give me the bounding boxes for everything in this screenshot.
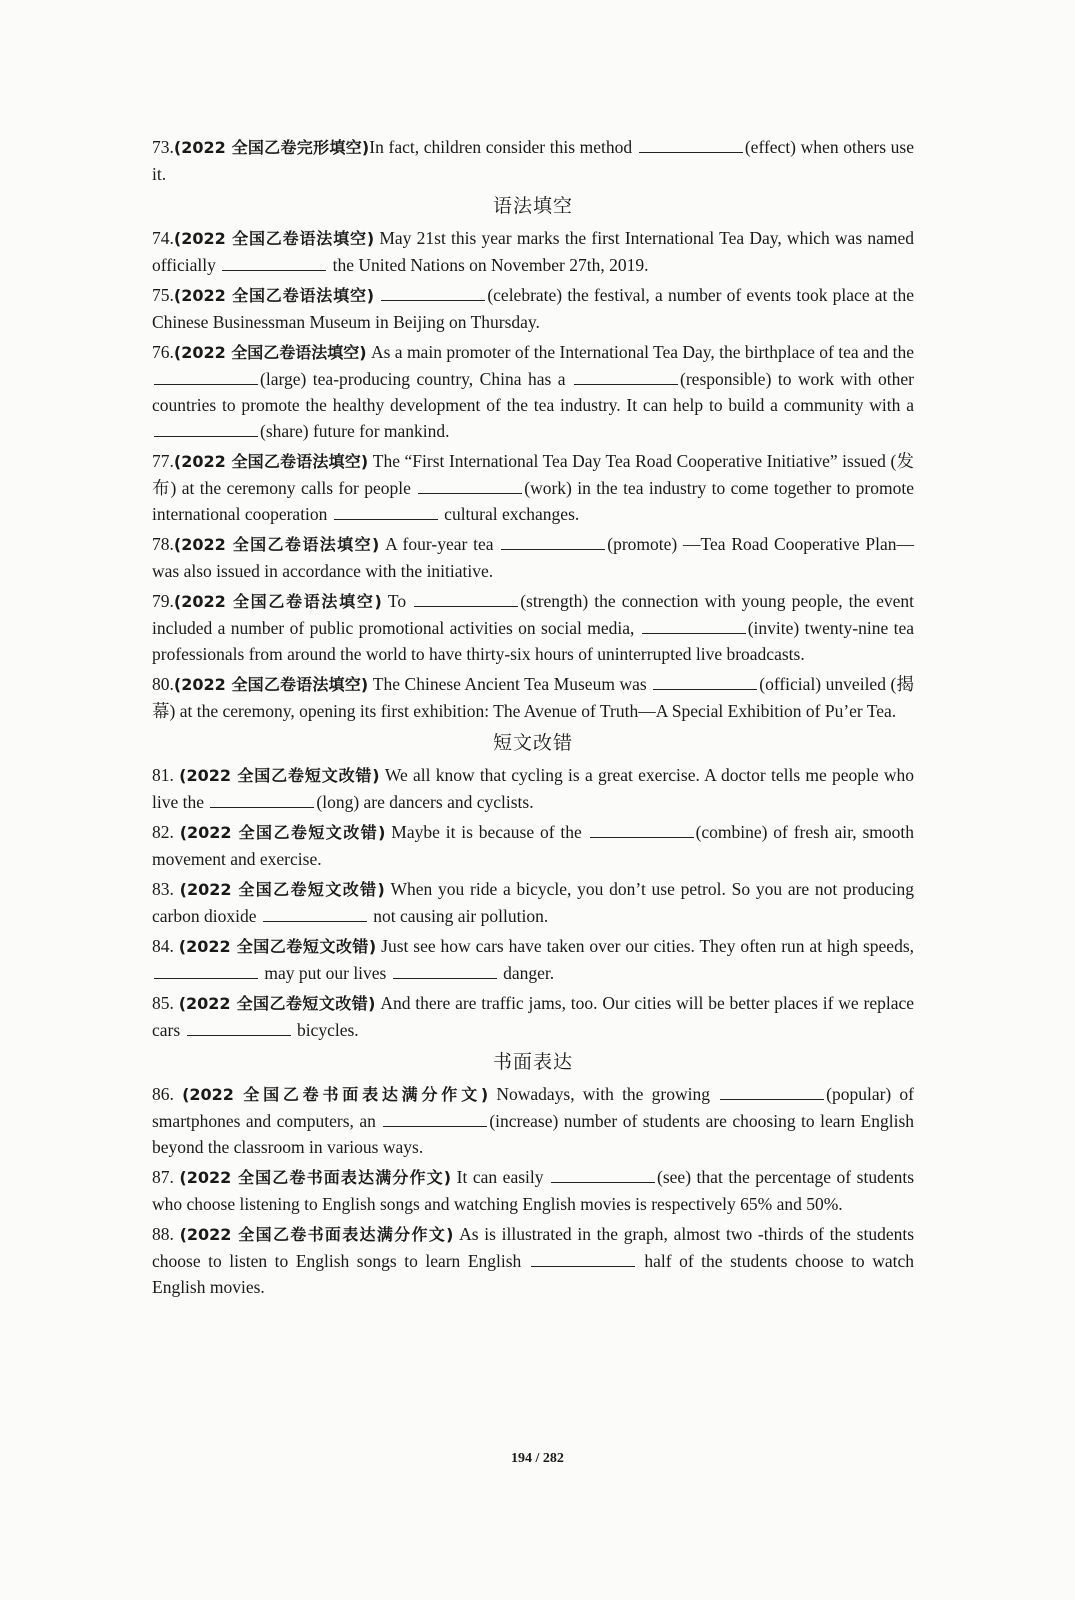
question-text: (effect) when others use it. <box>152 137 915 184</box>
answer-blank[interactable] <box>720 1084 824 1100</box>
answer-blank[interactable] <box>642 618 746 634</box>
question-text: (increase) number of students are choosing to learn English beyond the classroom in various ways. <box>152 1111 915 1157</box>
question-text: (long) are dancers and cyclists. <box>316 792 534 812</box>
question-number: 84. <box>152 936 179 956</box>
question-number: 78. <box>152 534 174 554</box>
page-number: 194 / 282 <box>511 1451 564 1466</box>
question-item <box>152 819 914 872</box>
question-item <box>152 134 914 187</box>
question-source: (2022 全国乙卷语法填空) <box>173 229 375 248</box>
answer-blank[interactable] <box>383 1111 487 1127</box>
answer-blank[interactable] <box>501 534 605 550</box>
question-number: 75. <box>152 285 174 305</box>
question-number: 88. <box>152 1224 180 1244</box>
question-text: (popular) of smartphones and computers, an <box>152 1084 914 1131</box>
question-text: the United Nations on November 27th, 2019. <box>328 255 649 275</box>
question-source: (2022 全国乙卷语法填空) <box>173 343 367 362</box>
question-text: When you ride a bicycle, you don’t use petrol. So you are not producing carbon dioxide <box>152 879 915 926</box>
answer-blank[interactable] <box>590 822 694 838</box>
question-text: We all know that cycling is a great exercise. A doctor tells me people who live the <box>152 765 915 812</box>
answer-blank[interactable] <box>418 478 522 494</box>
question-number: 79. <box>152 591 174 611</box>
section-heading: 语法填空 <box>492 195 573 217</box>
question-item <box>152 1164 914 1217</box>
question-source: (2022 全国乙卷语法填空) <box>173 452 369 471</box>
question-number: 73. <box>152 137 174 157</box>
answer-blank[interactable] <box>154 421 258 437</box>
question-text: (official) unveiled (揭幕) at the ceremony, opening its first exhibition: The Avenue of Truth—A Special Exhibition of Pu’er Tea. <box>152 674 915 721</box>
section-heading: 书面表达 <box>492 1051 573 1073</box>
question-text: (see) that the percentage of students who choose listening to English songs and watching English movies is respectively 65% and 50%. <box>152 1167 915 1214</box>
answer-blank[interactable] <box>154 963 258 979</box>
question-item <box>152 671 914 724</box>
question-text: The “First International Tea Day Tea Road Cooperative Initiative” issued (发布) at the ceremony calls for people <box>152 451 914 498</box>
question-source: (2022 全国乙卷短文改错) <box>178 937 377 956</box>
answer-blank[interactable] <box>531 1251 635 1267</box>
question-text: (large) tea-producing country, China has a <box>260 369 573 389</box>
answer-blank[interactable] <box>653 674 757 690</box>
question-number: 80. <box>152 674 174 694</box>
answer-blank[interactable] <box>210 792 314 808</box>
question-text: (invite) twenty-nine tea professionals from around the world to have thirty-six hours of uninterrupted live broadcasts. <box>152 618 914 664</box>
question-number: 77. <box>152 451 174 471</box>
question-item <box>152 933 914 986</box>
question-text: bicycles. <box>292 1020 359 1040</box>
question-item <box>152 531 914 584</box>
question-text: As is illustrated in the graph, almost two -thirds of the students choose to listen to English songs to learn English <box>152 1224 915 1271</box>
question-item <box>152 876 914 929</box>
question-text: It can easily <box>451 1167 550 1187</box>
question-text: May 21st this year marks the first International Tea Day, which was named officially <box>152 228 914 275</box>
question-source: (2022 全国乙卷书面表达满分作文) <box>179 1225 454 1244</box>
question-source: (2022 全国乙卷短文改错) <box>179 880 385 899</box>
question-text: A four-year tea <box>379 534 500 554</box>
section-heading: 短文改错 <box>492 732 573 754</box>
question-number: 76. <box>152 342 174 362</box>
question-number: 85. <box>152 993 179 1013</box>
question-text: (work) in the tea industry to come together to promote international cooperation <box>152 478 914 524</box>
answer-blank[interactable] <box>187 1020 291 1036</box>
answer-blank[interactable] <box>414 591 518 607</box>
answer-blank[interactable] <box>551 1167 655 1183</box>
question-text: Maybe it is because of the <box>385 822 588 842</box>
answer-blank[interactable] <box>334 504 438 520</box>
question-number: 81. <box>152 765 180 785</box>
answer-blank[interactable] <box>381 285 485 301</box>
question-text: (combine) of fresh air, smooth movement and exercise. <box>152 822 914 869</box>
question-source: (2022 全国乙卷语法填空) <box>173 535 380 554</box>
question-item <box>152 990 914 1043</box>
question-number: 74. <box>152 228 174 248</box>
exercise-content <box>152 134 914 1304</box>
question-text: not causing air pollution. <box>368 906 549 926</box>
question-text: Just see how cars have taken over our cities. They often run at high speeds, <box>376 936 915 956</box>
answer-blank[interactable] <box>222 255 326 271</box>
question-text <box>374 285 379 305</box>
question-source: (2022 全国乙卷短文改错) <box>178 994 376 1013</box>
question-text: To <box>381 591 413 611</box>
question-item <box>152 225 914 278</box>
question-text: cultural exchanges. <box>439 504 580 524</box>
question-item <box>152 448 914 527</box>
question-text: (responsible) to work with other countries to promote the healthy development of the tea industry. It can help to build a community with a <box>152 369 914 415</box>
question-text: As a main promoter of the International Tea Day, the birthplace of tea and the <box>366 342 914 362</box>
question-text: may put our lives <box>260 963 391 983</box>
question-item <box>152 1081 914 1160</box>
question-text: (strength) the connection with young people, the event included a number of public promotional activities on social media, <box>152 591 914 638</box>
question-item <box>152 588 914 667</box>
question-source: (2022 全国乙卷语法填空) <box>173 675 369 694</box>
question-text: (promote) —Tea Road Cooperative Plan—was also issued in accordance with the initiative. <box>152 534 914 581</box>
question-text: (share) future for mankind. <box>260 421 450 441</box>
question-text: The Chinese Ancient Tea Museum was <box>368 674 652 694</box>
question-source: (2022 全国乙卷书面表达满分作文) <box>182 1085 489 1104</box>
question-text: danger. <box>498 963 555 983</box>
question-item <box>152 1221 914 1300</box>
answer-blank[interactable] <box>574 369 678 385</box>
question-text: And there are traffic jams, too. Our cities will be better places if we replace cars <box>152 993 915 1040</box>
question-item <box>152 339 914 444</box>
question-number: 83. <box>152 879 180 899</box>
question-text: Nowadays, with the growing <box>488 1084 719 1104</box>
answer-blank[interactable] <box>393 963 497 979</box>
question-number: 86. <box>152 1084 183 1104</box>
question-item <box>152 762 914 815</box>
question-source: (2022 全国乙卷短文改错) <box>179 766 380 785</box>
question-source: (2022 全国乙卷语法填空) <box>173 286 375 305</box>
question-number: 87. <box>152 1167 180 1187</box>
question-source: (2022 全国乙卷语法填空) <box>173 592 382 611</box>
answer-blank[interactable] <box>639 137 743 153</box>
question-text: In fact, children consider this method <box>369 137 637 157</box>
answer-blank[interactable] <box>154 369 258 385</box>
question-text: (celebrate) the festival, a number of events took place at the Chinese Businessman Museum in Beijing on Thursday. <box>152 285 915 332</box>
question-text: half of the students choose to watch English movies. <box>152 1251 914 1297</box>
question-source: (2022 全国乙卷完形填空) <box>173 138 370 157</box>
answer-blank[interactable] <box>263 906 367 922</box>
question-source: (2022 全国乙卷书面表达满分作文) <box>179 1168 452 1187</box>
question-source: (2022 全国乙卷短文改错) <box>179 823 386 842</box>
question-item <box>152 282 914 335</box>
question-number: 82. <box>152 822 180 842</box>
